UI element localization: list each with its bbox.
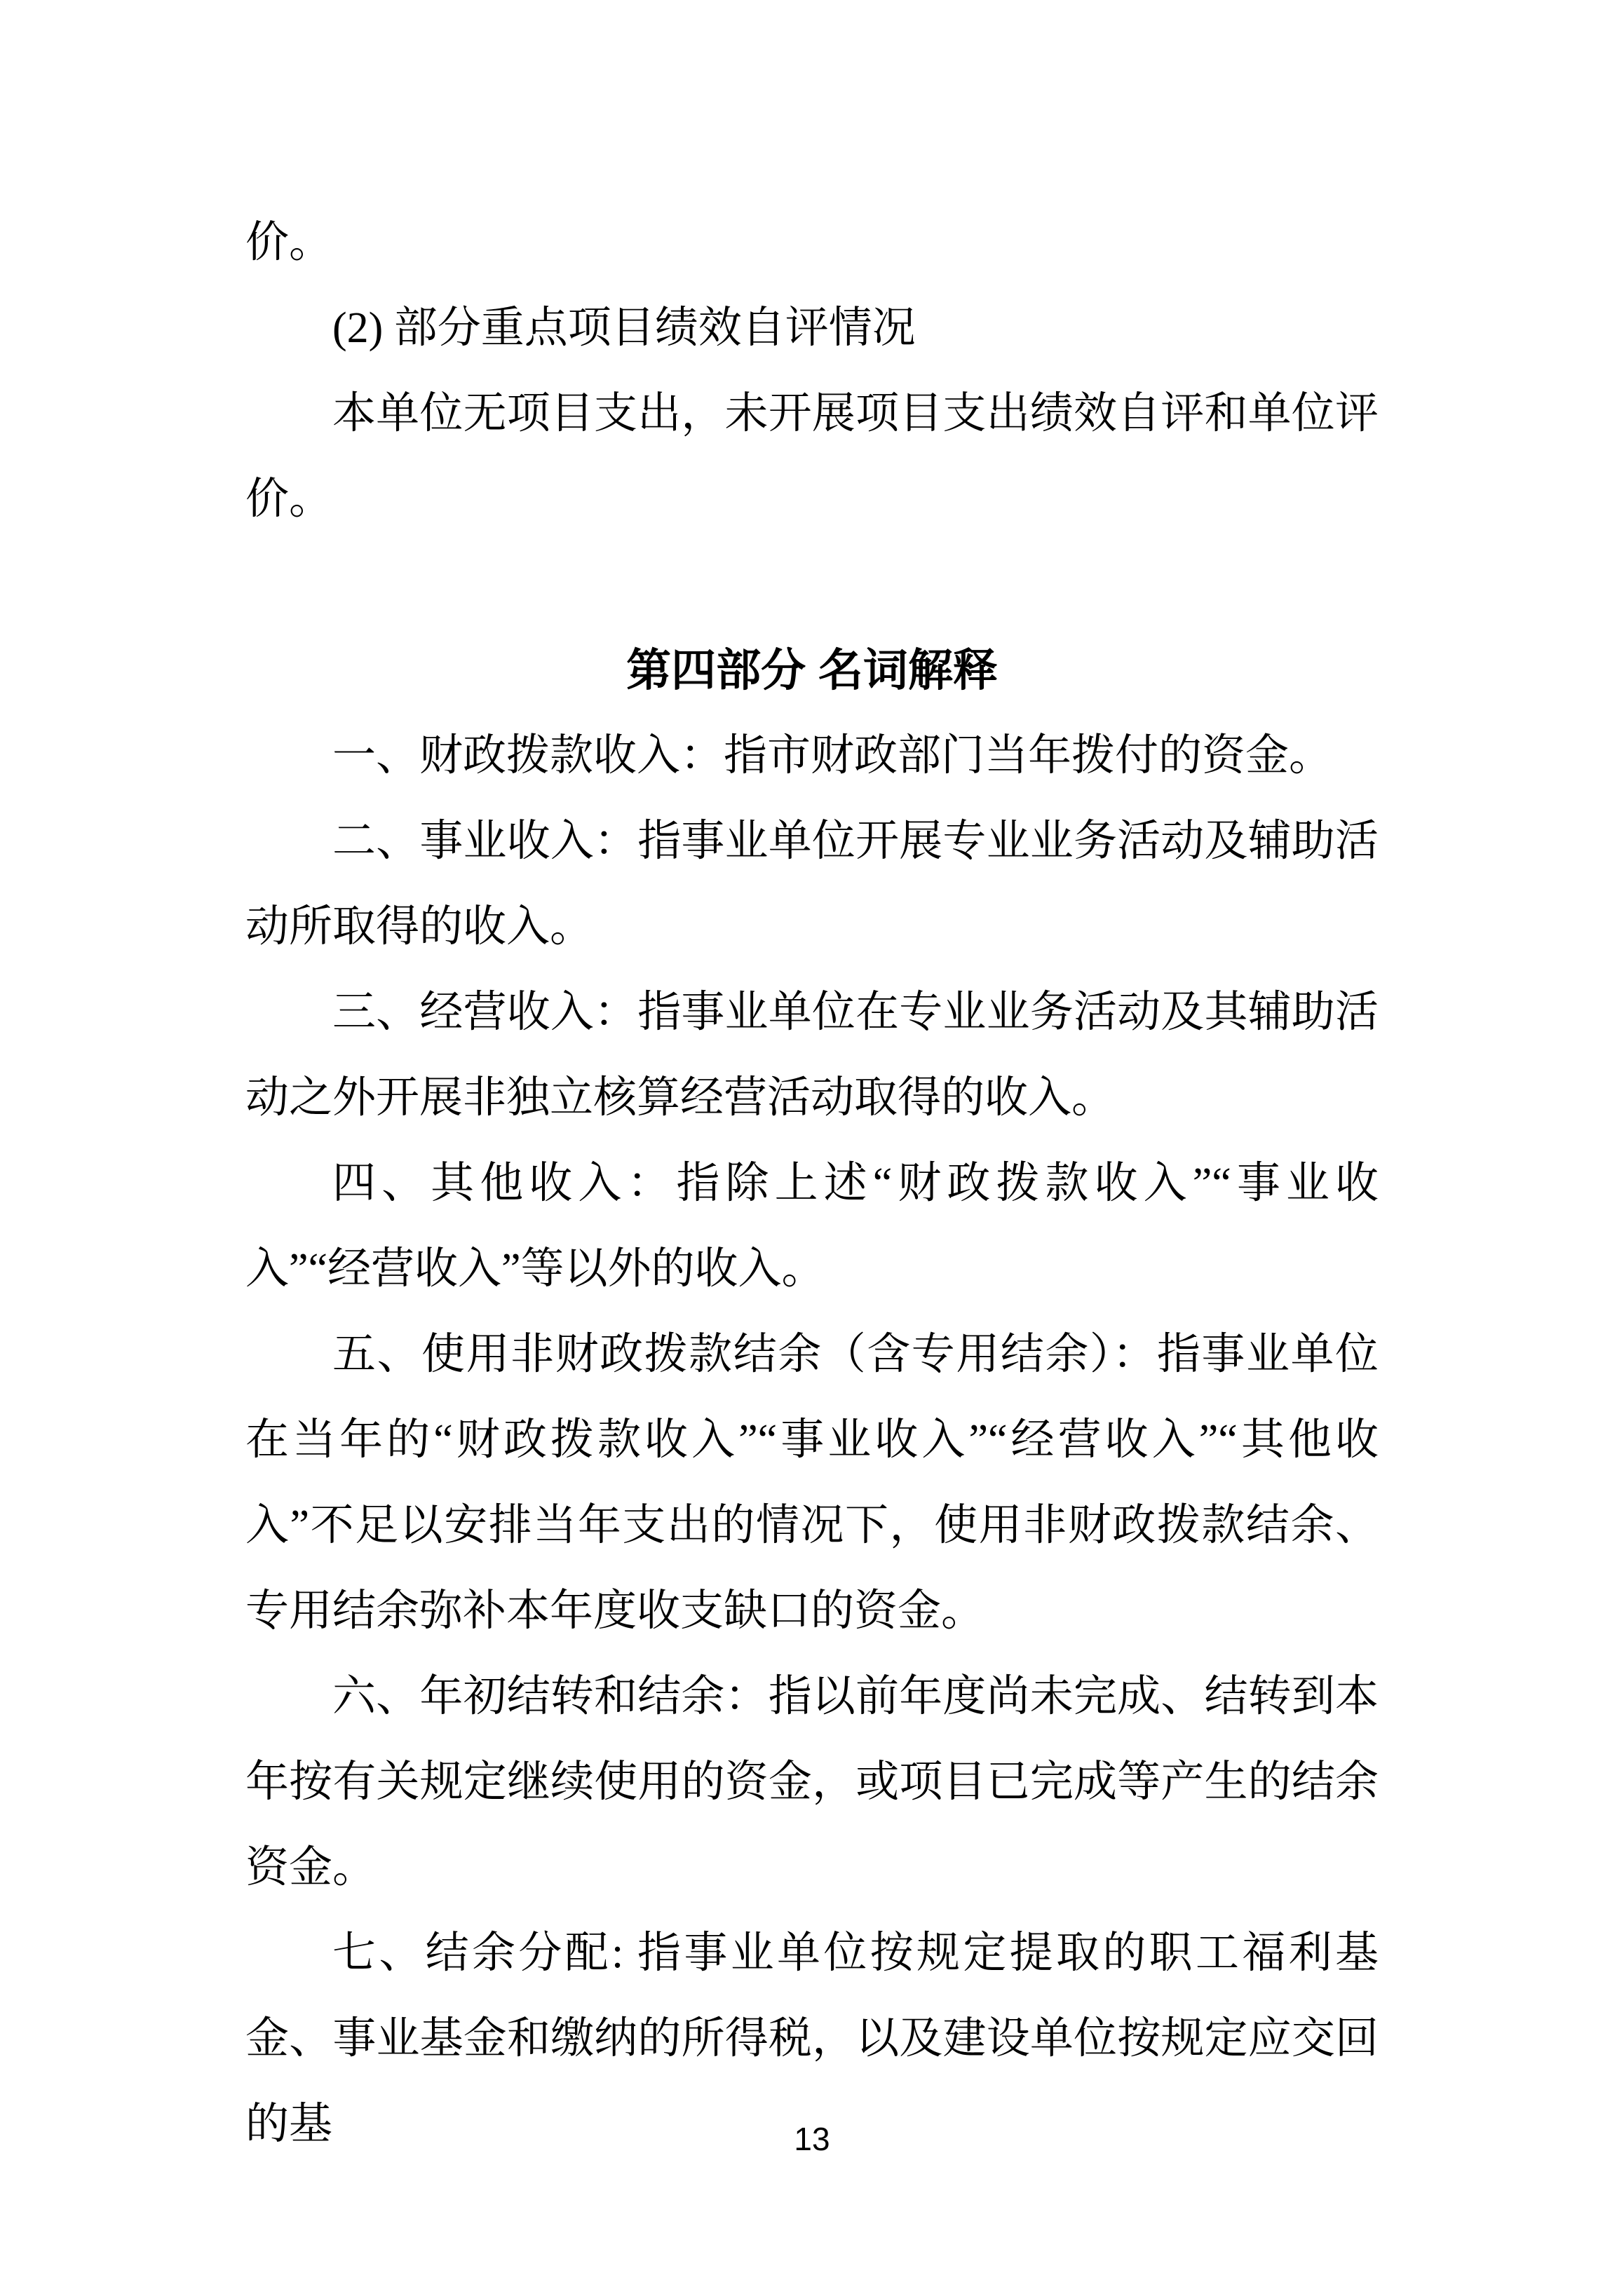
term-definition-2: 二、事业收入：指事业单位开展专业业务活动及辅助活动所取得的收入。 (245, 817, 1379, 951)
term-definition-4: 四、其他收入：指除上述“财政拨款收入”“事业收入”“经营收入”等以外的收入。 (245, 1160, 1379, 1293)
subsection-heading: (2) 部分重点项目绩效自评情况 (332, 304, 916, 352)
page-number: 13 (794, 2121, 830, 2157)
term-definition-3: 三、经营收入：指事业单位在专业业务活动及其辅助活动之外开展非独立核算经营活动取得的收入。 (245, 989, 1379, 1122)
term-definition-6: 六、年初结转和结余：指以前年度尚未完成、结转到本年按有关规定继续使用的资金，或项目已完成等产生的结余资金。 (245, 1673, 1379, 1891)
page-footer (0, 2123, 1624, 2155)
term-definition-1: 一、财政拨款收入：指市财政部门当年拨付的资金。 (332, 732, 1333, 780)
page-content (245, 200, 1379, 2167)
no-project-paragraph: 本单位无项目支出，未开展项目支出绩效自评和单位评价。 (245, 390, 1379, 523)
carryover-paragraph-fragment: 价。 (245, 219, 333, 266)
section-title: 第四部分 名词解释 (626, 645, 998, 695)
term-definition-5: 五、使用非财政拨款结余（含专用结余）：指事业单位在当年的“财政拨款收入”“事业收入”“经营收入”“其他收入”不足以安排当年支出的情况下，使用非财政拨款结余、专用结余弥补本年度收支缺口的资金。 (245, 1331, 1379, 1635)
term-definition-7: 七、结余分配: 指事业单位按规定提取的职工福利基金、事业基金和缴纳的所得税，以及建设单位按规定应交回的基 (245, 1929, 1379, 2148)
